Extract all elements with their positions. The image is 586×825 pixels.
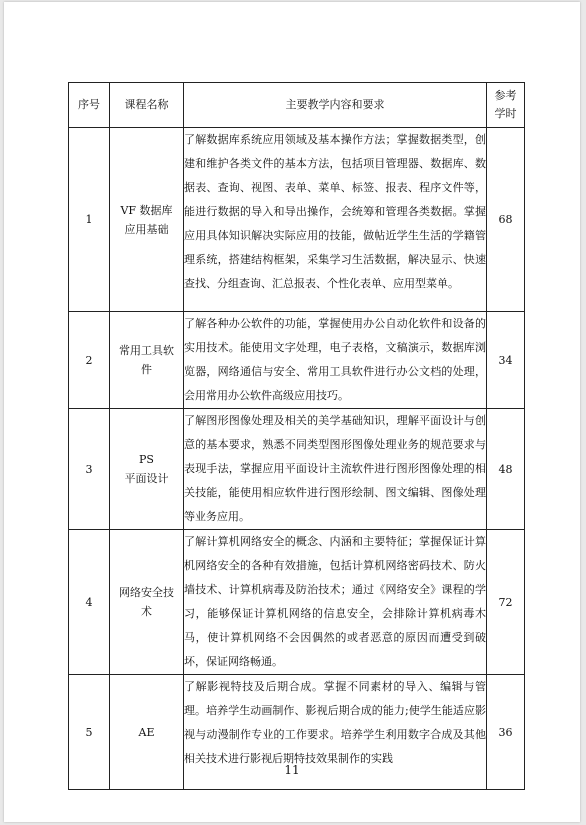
row-index: 5	[69, 675, 110, 790]
course-name-line2: 件	[141, 363, 152, 376]
row-course-name	[110, 409, 184, 530]
row-hours: 68	[487, 128, 525, 312]
row-hours: 48	[487, 409, 525, 530]
row-course-name	[110, 128, 184, 312]
row-content	[184, 312, 487, 409]
content-text: 了解数据库系统应用领域及基本操作方法；掌握数据类型，创建和维护各类文件的基本方法，包括项目管理器、数据库、数据表、查询、视图、表单、菜单、标签、报表、程序文件等，能进行数据的导入和导出操作，会统筹和管理各类数据。掌握应用具体知识解决实际应用的技能，做帖近学生生活的学籍管理系统，搭建结构框架，采集学习生活数据，解决显示、快速查找、分组查询、汇总报表、个性化表单、应用型菜单。	[184, 133, 486, 290]
table-row	[69, 530, 525, 675]
table-row	[69, 312, 525, 409]
header-hours	[487, 83, 525, 128]
course-name-line2: 应用基础	[124, 222, 169, 236]
content-text: 了解各种办公软件的功能，掌握使用办公自动化软件和设备的实用技术。能使用文字处理，电子表格，文稿演示，数据库浏览器，网络通信与安全、常用工具软件进行办公文档的处理，会用常用办公软件高级应用技巧。	[184, 317, 486, 402]
row-hours: 72	[487, 530, 525, 675]
document-page	[4, 2, 580, 822]
course-name-line1: 网络安全技	[119, 586, 174, 599]
row-content	[184, 128, 487, 312]
page-number: 11	[284, 763, 300, 777]
row-index: 4	[69, 530, 110, 675]
content-text: 了解图形图像处理及相关的美学基础知识，理解平面设计与创意的基本要求，熟悉不同类型图形图像处理业务的规范要求与表现手法，掌握应用平面设计主流软件进行图形图像处理的相关技能，能使用相应软件进行图形绘制、图文编辑、图像处理等业务应用。	[184, 414, 486, 523]
header-index: 序号	[69, 83, 110, 128]
table-row	[69, 409, 525, 530]
row-content	[184, 530, 487, 675]
header-content: 主要教学内容和要求	[184, 83, 487, 128]
content-text: 了解计算机网络安全的概念、内涵和主要特征；掌握保证计算机网络安全的各种有效措施，包括计算机网络密码技术、防火墙技术、计算机病毒及防治技术；通过《网络安全》课程的学习，能够保证计算机网络的信息安全，会排除计算机病毒木马，使计算机网络不会因偶然的或者恶意的原因而遭受到破坏，保证网络畅通。	[184, 535, 486, 668]
course-name-line1: AE	[138, 725, 155, 739]
course-name-line1: VF 数据库	[120, 203, 173, 217]
header-course-name: 课程名称	[110, 83, 184, 128]
row-index: 1	[69, 128, 110, 312]
course-name-line2: 术	[141, 605, 152, 618]
course-name-line2: 平面设计	[124, 472, 169, 485]
header-hours-line1: 参考	[494, 89, 517, 102]
course-name-line1: PS	[139, 453, 154, 466]
course-name-line1: 常用工具软	[119, 344, 174, 357]
course-table	[68, 82, 525, 790]
table-row	[69, 128, 525, 312]
row-index: 3	[69, 409, 110, 530]
row-course-name	[110, 312, 184, 409]
table-header-row	[69, 83, 525, 128]
row-hours: 34	[487, 312, 525, 409]
row-index: 2	[69, 312, 110, 409]
row-course-name	[110, 530, 184, 675]
header-hours-line2: 学时	[494, 107, 517, 120]
row-content	[184, 409, 487, 530]
row-hours: 36	[487, 675, 525, 790]
content-text: 了解影视特技及后期合成。掌握不同素材的导入、编辑与管理。培养学生动画制作、影视后期合成的能力;使学生能适应影视与动漫制作专业的工作要求。培养学生利用数字合成及其他相关技术进行影视后期特技效果制作的实践	[184, 680, 486, 765]
